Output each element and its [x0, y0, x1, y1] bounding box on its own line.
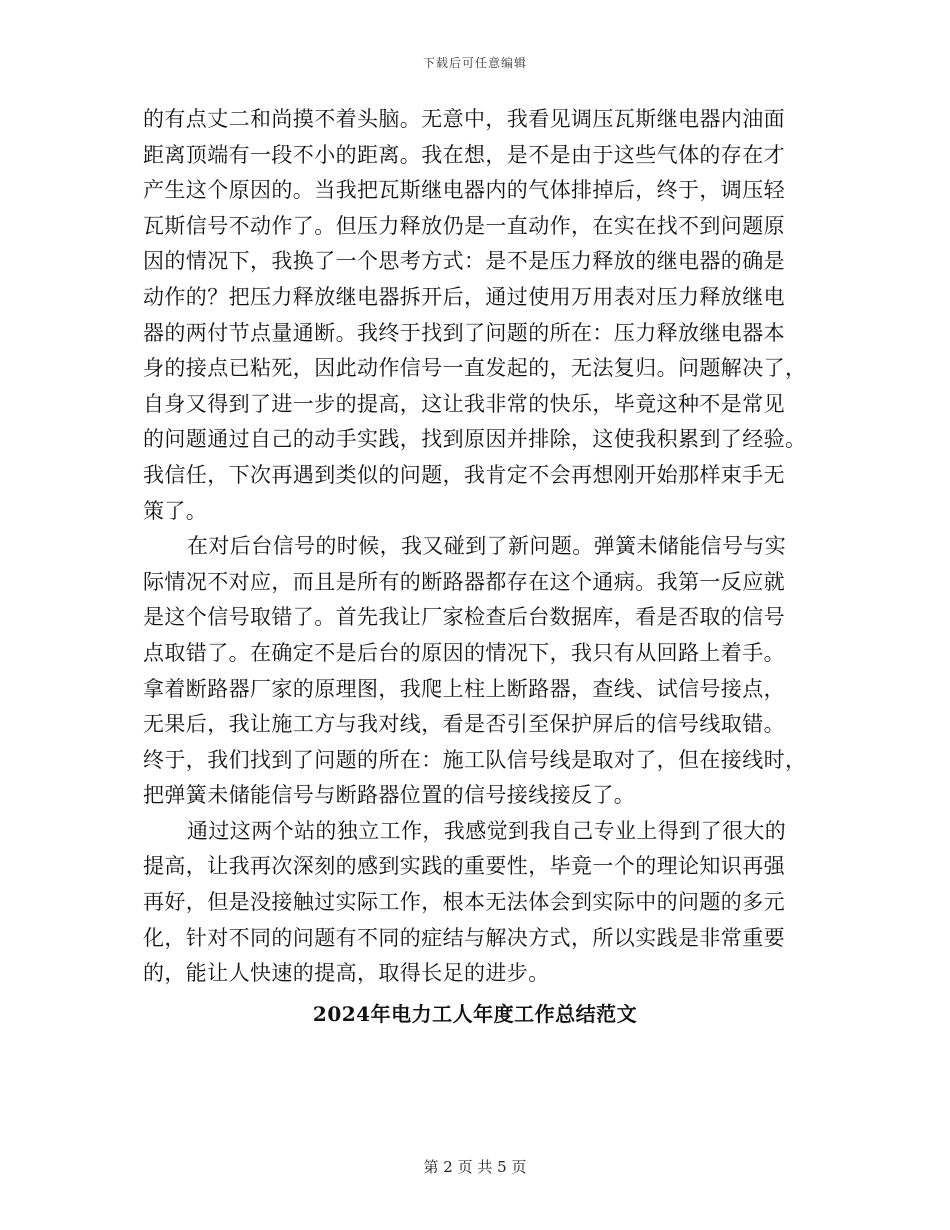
paragraph-2	[143, 529, 807, 814]
text-line: 我信任，下次再遇到类似的问题，我肯定不会再想刚开始那样束手无	[143, 462, 785, 487]
text-line: 的有点丈二和尚摸不着头脑。无意中，我看见调压瓦斯继电器内油面	[143, 107, 785, 131]
text-line: 在对后台信号的时候，我又碰到了新问题。弹簧未储能信号与实	[187, 534, 787, 559]
paragraph-1	[143, 102, 807, 529]
text-line: 的，能让人快速的提高，取得长足的进步。	[143, 961, 550, 986]
text-line: 终于，我们找到了问题的所在：施工队信号线是取对了，但在接线时，	[143, 747, 807, 772]
text-line: 际情况不对应，而且是所有的断路器都存在这个通病。我第一反应就	[143, 569, 785, 594]
text-line: 无果后，我让施工方与我对线，看是否引至保护屏后的信号线取错。	[143, 712, 785, 737]
text-line: 拿着断路器厂家的原理图，我爬上柱上断路器，查线、试信号接点，	[143, 676, 785, 701]
document-body	[143, 102, 807, 1032]
text-line: 提高，让我再次深刻的感到实践的重要性，毕竟一个的理论知识再强	[143, 854, 785, 879]
text-line: 因的情况下，我换了一个思考方式：是不是压力释放的继电器的确是	[143, 249, 785, 274]
text-line: 器的两付节点量通断。我终于找到了问题的所在：压力释放继电器本	[143, 320, 785, 345]
text-line: 通过这两个站的独立工作，我感觉到我自己专业上得到了很大的	[187, 818, 787, 843]
text-line: 点取错了。在确定不是后台的原因的情况下，我只有从回路上着手。	[143, 640, 785, 665]
text-line: 自身又得到了进一步的提高，这让我非常的快乐，毕竟这种不是常见	[143, 391, 785, 416]
text-line: 策了。	[143, 498, 208, 523]
text-line: 化，针对不同的问题有不同的症结与解决方式，所以实践是非常重要	[143, 925, 785, 950]
section-heading: 2024年电力工人年度工作总结范文	[312, 1001, 638, 1026]
page-footer: 第 2 页 共 5 页	[423, 1158, 527, 1176]
text-line: 把弹簧未储能信号与断路器位置的信号接线接反了。	[143, 783, 636, 808]
text-line: 瓦斯信号不动作了。但压力释放仍是一直动作，在实在找不到问题原	[143, 213, 785, 238]
text-line: 身的接点已粘死，因此动作信号一直发起的，无法复归。问题解决了，	[143, 356, 807, 381]
paragraph-3	[143, 814, 807, 992]
text-line: 的问题通过自己的动手实践，找到原因并排除，这使我积累到了经验。	[143, 427, 807, 452]
page-header: 下载后可任意编辑	[422, 56, 527, 70]
text-line: 再好，但是没接触过实际工作，根本无法体会到实际中的问题的多元	[143, 890, 785, 915]
text-line: 产生这个原因的。当我把瓦斯继电器内的气体排掉后，终于，调压轻	[143, 178, 785, 203]
text-line: 动作的？把压力释放继电器拆开后，通过使用万用表对压力释放继电	[143, 284, 785, 309]
text-line: 距离顶端有一段不小的距离。我在想，是不是由于这些气体的存在才	[143, 142, 785, 167]
text-line: 是这个信号取错了。首先我让厂家检查后台数据库，看是否取的信号	[143, 605, 785, 630]
